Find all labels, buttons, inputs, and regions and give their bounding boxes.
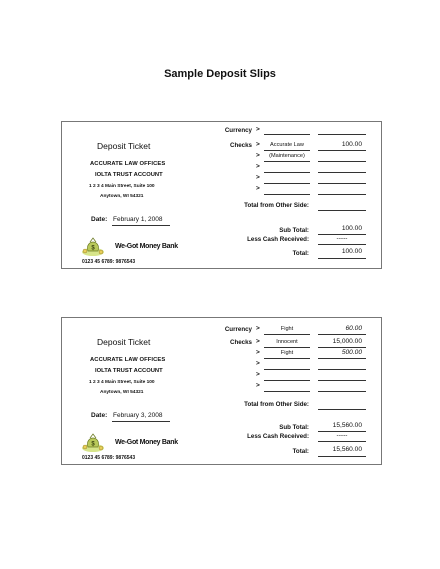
check-amount-line [318, 161, 366, 162]
currency-desc-line [264, 134, 310, 135]
bank-name: We-Got Money Bank [115, 439, 178, 446]
check-arrow-icon: > [256, 174, 260, 181]
subtotal-amount[interactable]: 100.00 [341, 225, 362, 232]
check-amount-line [318, 380, 366, 381]
total-other-side-line [318, 409, 366, 410]
bank-name: We-Got Money Bank [115, 243, 178, 250]
ticket-title: Deposit Ticket [97, 337, 151, 347]
check-amount-line [318, 358, 366, 359]
check-desc-line [264, 172, 310, 173]
check-desc-line [264, 194, 310, 195]
micr-line: 0123 45 6789: 9876543 [82, 455, 136, 461]
subtotal-label: Sub Total: [279, 227, 309, 234]
ticket-title: Deposit Ticket [97, 141, 151, 151]
total-label: Total: [292, 448, 309, 455]
total-other-side-label: Total from Other Side: [244, 202, 309, 209]
subtotal-label: Sub Total: [279, 424, 309, 431]
date-field[interactable]: February 1, 2008 [113, 216, 163, 223]
total-other-side-label: Total from Other Side: [244, 401, 309, 408]
check-amount-line [318, 150, 366, 151]
check-desc-line [264, 391, 310, 392]
total-line [318, 258, 366, 259]
check-amount[interactable]: 500.00 [341, 349, 362, 356]
currency-amount-line [318, 134, 366, 135]
check-desc-line [264, 183, 310, 184]
check-arrow-icon: > [256, 152, 260, 159]
check-desc-line [264, 380, 310, 381]
account-name: IOLTA TRUST ACCOUNT [95, 368, 163, 374]
check-desc-line [264, 347, 310, 348]
street-address: 1 2 3 4 Main Street, Suite 100 [89, 380, 155, 385]
check-desc-line [264, 150, 310, 151]
check-amount-line [318, 194, 366, 195]
firm-name: ACCURATE LAW OFFICES [90, 161, 166, 167]
check-amount-line [318, 183, 366, 184]
currency-amount[interactable]: 60.00 [345, 325, 362, 332]
total-amount[interactable]: 15,560.00 [332, 446, 362, 453]
date-label: Date: [91, 412, 108, 419]
city-address: Anytown, WI 54321 [100, 194, 144, 199]
currency-label: Currency [224, 326, 252, 333]
less-cash-label: Less Cash Received: [247, 433, 309, 440]
check-desc[interactable]: (Maintenance) [269, 153, 305, 159]
total-other-side-line [318, 210, 366, 211]
check-desc-line [264, 161, 310, 162]
date-label: Date: [91, 216, 108, 223]
total-line [318, 456, 366, 457]
total-label: Total: [292, 250, 309, 257]
currency-desc[interactable]: Fight [280, 326, 294, 332]
checks-label: Checks [229, 339, 252, 346]
check-desc[interactable]: Innocent [276, 339, 298, 345]
check-amount[interactable]: 15,000.00 [332, 338, 362, 345]
currency-arrow-icon: > [256, 126, 260, 133]
svg-text:$: $ [91, 245, 95, 252]
currency-desc-line [264, 334, 310, 335]
check-amount-line [318, 391, 366, 392]
money-bag-icon [80, 235, 106, 257]
total-amount[interactable]: 100.00 [341, 248, 362, 255]
money-bag-icon [80, 431, 106, 453]
check-arrow-icon: > [256, 185, 260, 192]
check-amount-line [318, 172, 366, 173]
check-arrow-icon: > [256, 338, 260, 345]
micr-line: 0123 45 6789: 9876543 [82, 259, 136, 265]
currency-arrow-icon: > [256, 325, 260, 332]
deposit-slip-1 [61, 121, 382, 269]
svg-text:$: $ [91, 441, 95, 448]
currency-label: Currency [224, 127, 252, 134]
check-arrow-icon: > [256, 360, 260, 367]
check-desc-line [264, 358, 310, 359]
subtotal-amount[interactable]: 15,560.00 [332, 422, 362, 429]
street-address: 1 2 3 4 Main Street, Suite 100 [89, 184, 155, 189]
check-arrow-icon: > [256, 371, 260, 378]
check-arrow-icon: > [256, 141, 260, 148]
less-cash-amount[interactable]: ----- [336, 235, 348, 242]
less-cash-amount[interactable]: ----- [336, 432, 348, 439]
date-field[interactable]: February 3, 2008 [113, 412, 163, 419]
date-line [112, 421, 170, 422]
check-desc[interactable]: Fight [280, 350, 294, 356]
city-address: Anytown, WI 54321 [100, 390, 144, 395]
account-name: IOLTA TRUST ACCOUNT [95, 172, 163, 178]
check-amount-line [318, 347, 366, 348]
deposit-slip-2 [61, 317, 382, 465]
check-desc[interactable]: Accurate Law [270, 142, 304, 148]
check-arrow-icon: > [256, 349, 260, 356]
check-amount[interactable]: 100.00 [341, 141, 362, 148]
less-cash-label: Less Cash Received: [247, 236, 309, 243]
less-cash-line [318, 244, 366, 245]
date-line [112, 225, 170, 226]
check-arrow-icon: > [256, 163, 260, 170]
page-title: Sample Deposit Slips [164, 68, 276, 80]
check-arrow-icon: > [256, 382, 260, 389]
firm-name: ACCURATE LAW OFFICES [90, 357, 166, 363]
less-cash-line [318, 441, 366, 442]
check-desc-line [264, 369, 310, 370]
currency-amount-line [318, 334, 366, 335]
checks-label: Checks [229, 142, 252, 149]
check-amount-line [318, 369, 366, 370]
